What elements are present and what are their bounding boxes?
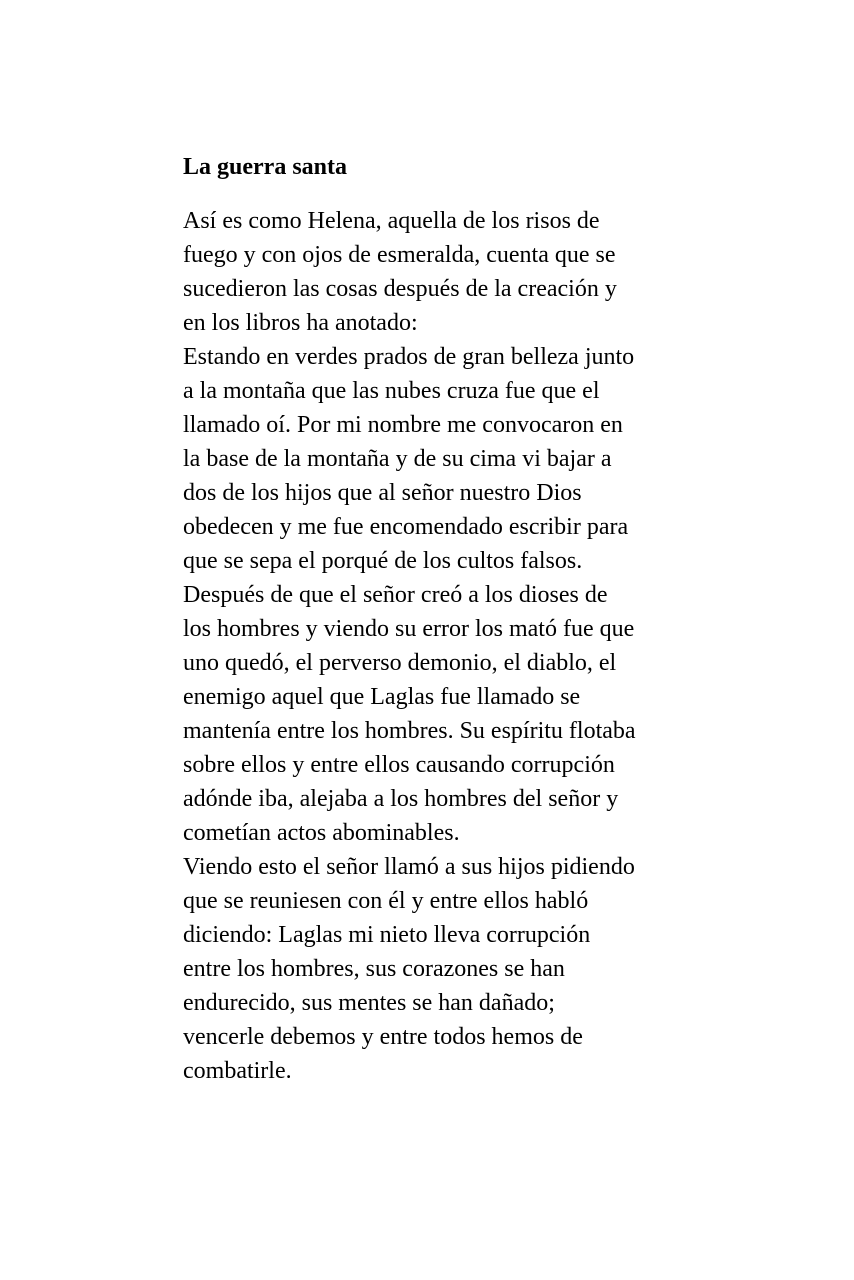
text-line: dos de los hijos que al señor nuestro Dios [183,480,582,506]
text-line: vencerle debemos y entre todos hemos de [183,1024,583,1050]
paragraph-2 [183,340,673,578]
text-line: endurecido, sus mentes se han dañado; [183,990,555,1016]
text-line: que se reuniesen con él y entre ellos habló [183,888,589,914]
text-line: a la montaña que las nubes cruza fue que el [183,378,600,404]
text-line: cometían actos abominables. [183,820,460,846]
text-line: diciendo: Laglas mi nieto lleva corrupción [183,922,591,948]
document-title: La guerra santa [183,154,347,180]
text-line: Después de que el señor creó a los dioses de [183,582,608,608]
text-line: Viendo esto el señor llamó a sus hijos pidiendo [183,854,635,880]
paragraph-3 [183,578,673,850]
text-line: en los libros ha anotado: [183,310,418,336]
text-line: que se sepa el porqué de los cultos falsos. [183,548,583,574]
text-line: la base de la montaña y de su cima vi bajar a [183,446,612,472]
paragraph-1 [183,204,673,340]
text-line: llamado oí. Por mi nombre me convocaron en [183,412,623,438]
text-line: sobre ellos y entre ellos causando corrupción [183,752,615,778]
document-body [183,150,673,1088]
text-line: enemigo aquel que Laglas fue llamado se [183,684,581,710]
text-line: Estando en verdes prados de gran belleza junto [183,344,635,370]
text-line: combatirle. [183,1058,292,1084]
text-line: Así es como Helena, aquella de los risos de [183,208,600,234]
paragraph-4 [183,850,673,1088]
text-line: entre los hombres, sus corazones se han [183,956,565,982]
text-line: los hombres y viendo su error los mató fue que [183,616,635,642]
text-line: fuego y con ojos de esmeralda, cuenta que se [183,242,616,268]
text-line: uno quedó, el perverso demonio, el diablo, el [183,650,617,676]
text-line: adónde iba, alejaba a los hombres del señor y [183,786,619,812]
text-line: obedecen y me fue encomendado escribir para [183,514,629,540]
text-line: sucedieron las cosas después de la creación y [183,276,617,302]
text-line: mantenía entre los hombres. Su espíritu flotaba [183,718,636,744]
